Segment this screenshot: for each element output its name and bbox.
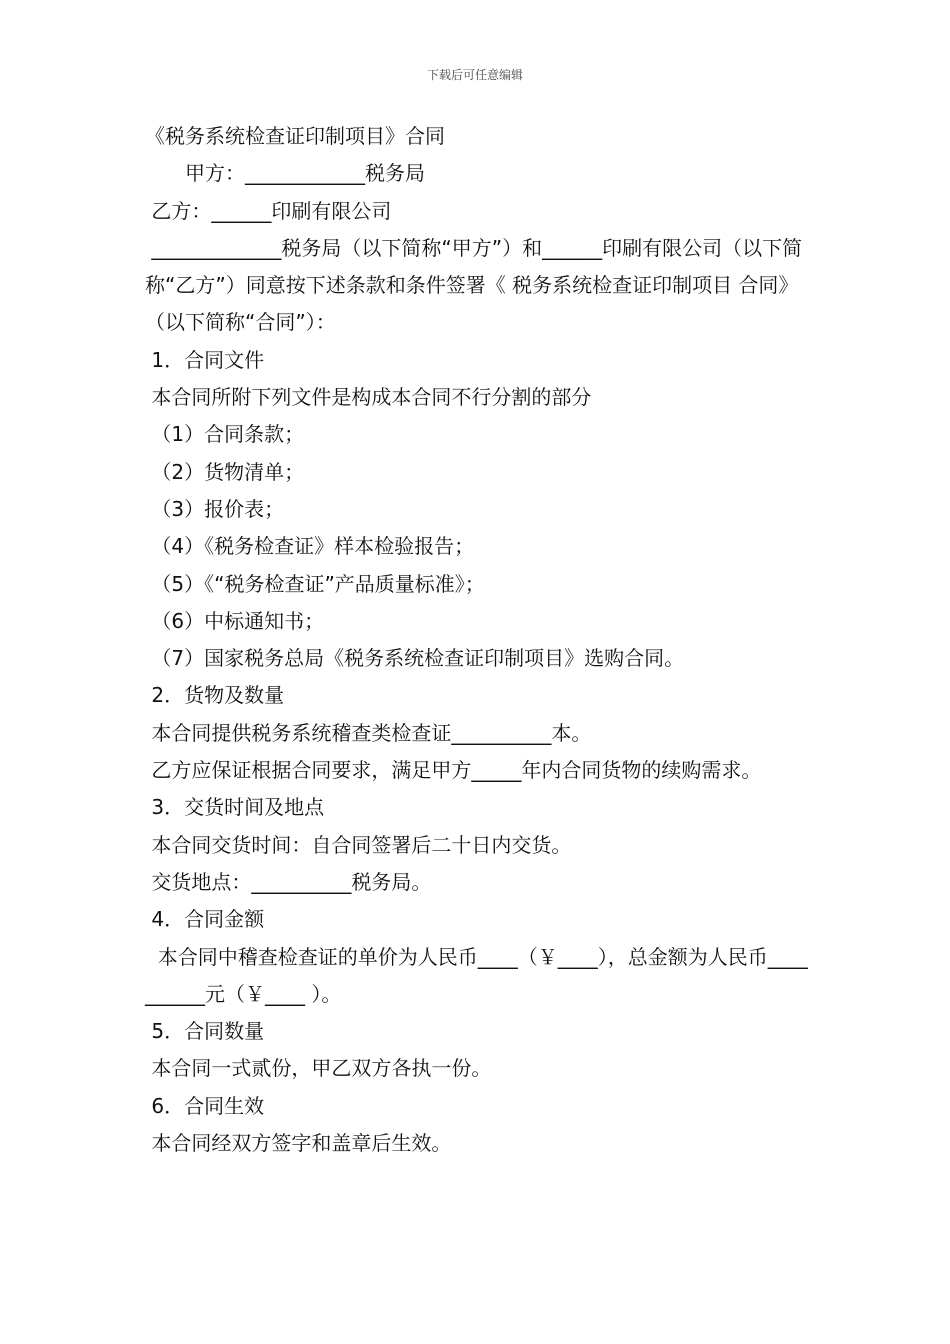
party-b-line: 乙方：______印刷有限公司: [145, 198, 392, 223]
section-6-text: 本合同经双方签字和盖章后生效。: [145, 1131, 452, 1156]
list-item: （1）合同条款；: [145, 422, 305, 447]
list-item: （4）《税务检查证》样本检验报告；: [145, 534, 475, 559]
section-2-heading: 2．货物及数量: [145, 683, 285, 708]
section-2-text-2: 乙方应保证根据合同要求，满足甲方_____年内合同货物的续购需求。: [145, 758, 762, 783]
section-3-text-2: 交货地点：__________税务局。: [145, 869, 432, 894]
intro-paragraph: _____________税务局（以下简称“甲方”）和______印刷有限公司（以下简称“乙方”）同意按下述条款和条件签署《 税务系统检查证印制项目 合同》（以下简称“合同”）：: [145, 235, 803, 335]
party-a-line: 甲方：____________税务局: [145, 161, 425, 186]
section-3-heading: 3．交货时间及地点: [145, 795, 325, 820]
list-item: （6）中标通知书；: [145, 608, 325, 633]
section-5-text: 本合同一式贰份，甲乙双方各执一份。: [145, 1056, 492, 1081]
section-4-text: 本合同中稽查检查证的单价为人民币____（￥____），总金额为人民币__________元（￥____ ）。: [145, 944, 808, 1006]
section-4-heading: 4．合同金额: [145, 907, 265, 932]
section-1-heading: 1．合同文件: [145, 347, 265, 372]
list-item: （7）国家税务总局《税务系统检查证印制项目》选购合同。: [145, 646, 685, 671]
contract-body: [145, 118, 810, 1162]
section-3-text-1: 本合同交货时间：自合同签署后二十日内交货。: [145, 832, 572, 857]
header-note: 下载后可任意编辑: [426, 68, 523, 82]
list-item: （2）货物清单；: [145, 459, 305, 484]
section-5-heading: 5．合同数量: [145, 1019, 265, 1044]
contract-title: 《税务系统检查证印制项目》合同: [145, 124, 445, 148]
section-1-text: 本合同所附下列文件是构成本合同不行分割的部分: [145, 385, 592, 410]
list-item: （3）报价表；: [145, 496, 285, 521]
section-6-heading: 6．合同生效: [145, 1093, 265, 1118]
section-2-text-1: 本合同提供税务系统稽查类检查证__________本。: [145, 720, 592, 745]
list-item: （5）《“税务检查证”产品质量标准》；: [145, 571, 485, 596]
